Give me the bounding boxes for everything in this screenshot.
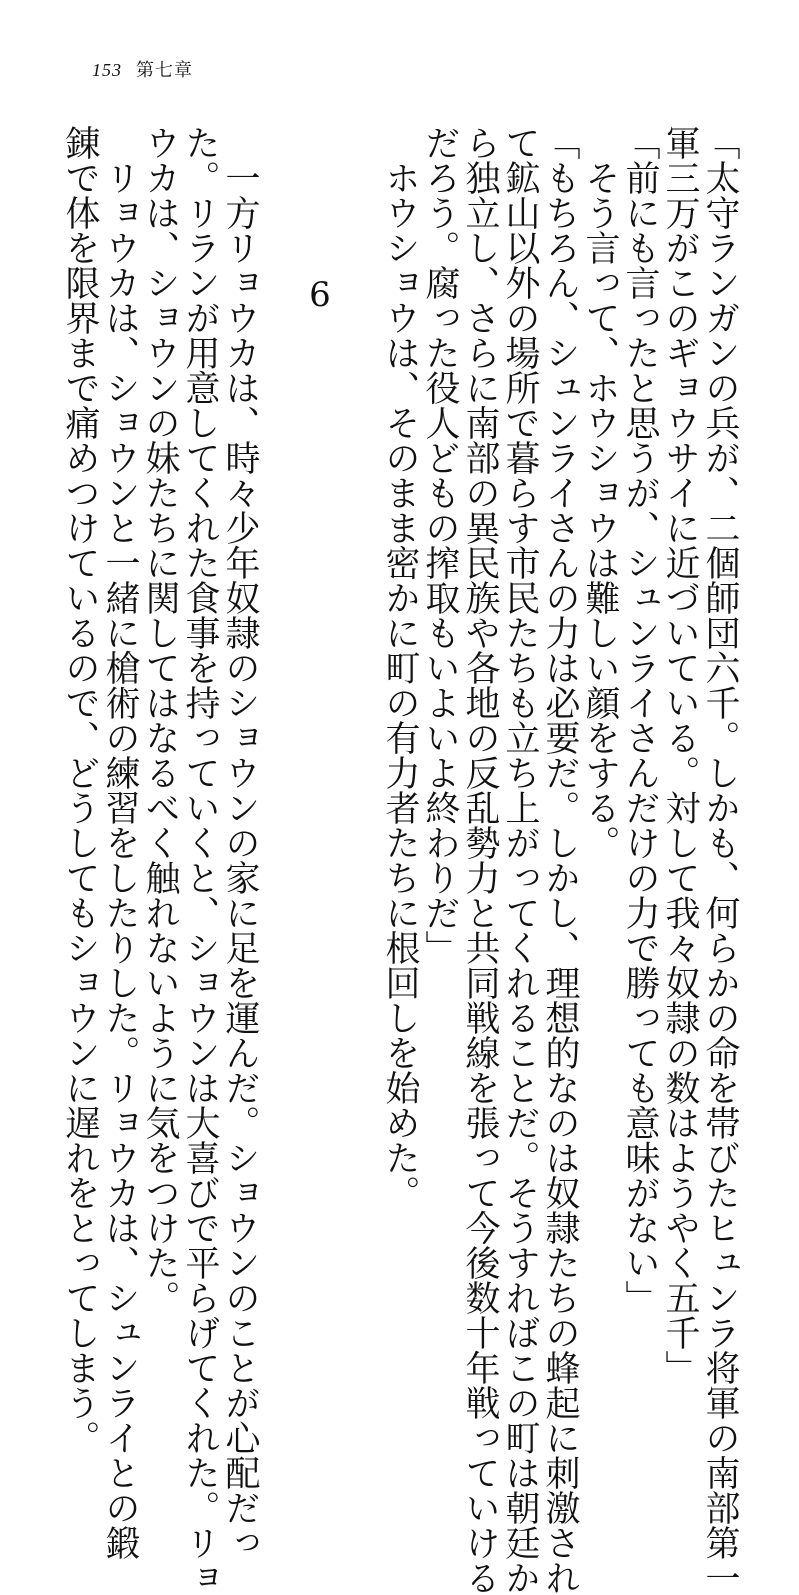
text-line: ら独立し、さらに南部の異民族や各地の反乱勢力と共同戦線を張って今後数十年戦っていける (460, 125, 500, 1595)
page-number: 153 (92, 60, 122, 80)
text-line: た。リランが用意してくれた食事を持っていくと、ショウンは大喜びで平らげてくれた。リョ (180, 125, 220, 1595)
text-line: ウカは、ショウンの妹たちに関してはなるべく触れないように気をつけた。 (140, 125, 180, 1315)
text-line: て鉱山以外の場所で暮らす市民たちも立ち上がってくれることだ。そうすればこの町は朝廷か (500, 125, 540, 1595)
running-header (92, 56, 193, 82)
text-line: だろう。腐った役人どもの搾取もいよいよ終わりだ」 (420, 125, 460, 965)
text-line: 「前にも言ったと思うが、シュンライさんだけの力で勝っても意味がない」 (620, 125, 660, 1315)
blank-line (260, 125, 300, 1125)
blank-line (340, 125, 380, 1125)
text-line: ホウショウは、そのまま密かに町の有力者たちに根回しを始めた。 (380, 125, 420, 1210)
section-number: 6 (300, 275, 340, 315)
text-line: リョウカは、ショウンと一緒に槍術の練習をしたりした。リョウカは、シュンライとの鍛 (100, 125, 140, 1560)
text-line: 一方リョウカは、時々少年奴隷のショウンの家に足を運んだ。ショウンのことが心配だっ (220, 125, 260, 1560)
text-line: そう言って、ホウショウは難しい顔をする。 (580, 125, 620, 860)
text-line: 錬で体を限界まで痛めつけているので、どうしてもショウンに遅れをとってしまう。 (60, 125, 100, 1455)
text-line: 「太守ランガンの兵が、二個師団六千。しかも、何らかの命を帯びたヒュンラ将軍の南部第一 (700, 125, 740, 1595)
text-line: 「もちろん、シュンライさんの力は必要だ。しかし、理想的なのは奴隷たちの蜂起に刺激され (540, 125, 580, 1595)
chapter-title: 第七章 (136, 60, 193, 80)
vertical-text-body (60, 125, 740, 1595)
text-line: 軍三万がこのギョウサイに近づいている。対して我々奴隷の数はようやく五千」 (660, 125, 700, 1385)
